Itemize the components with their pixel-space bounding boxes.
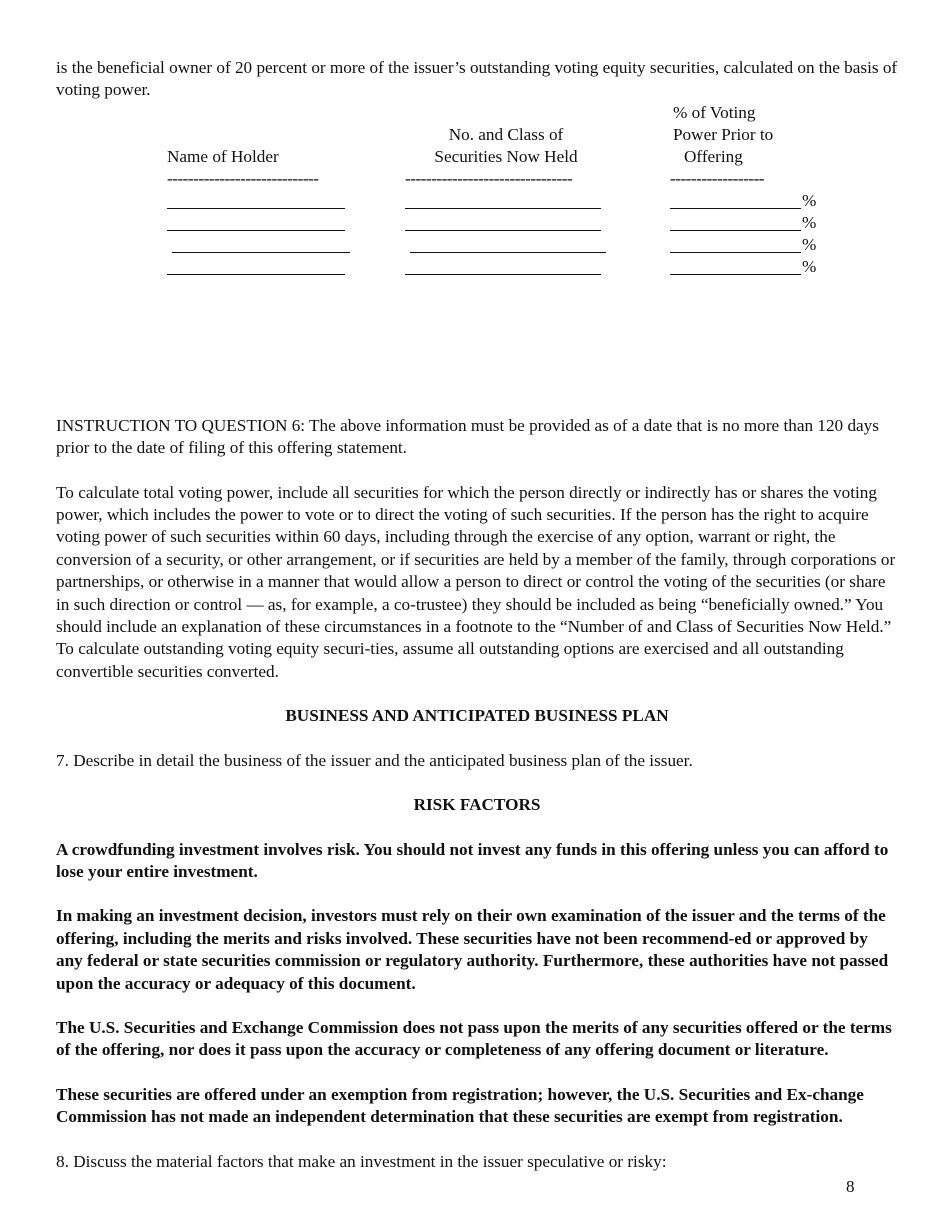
securities-held-blank [405,274,601,275]
holder-name-blank [172,252,350,253]
page-number: 8 [846,1177,855,1196]
percent-sign: % [802,212,817,232]
col3-header-line3: Offering [684,146,743,166]
risk-factors-heading: RISK FACTORS [413,795,541,815]
securities-held-blank [405,208,601,209]
document-page [56,57,898,1173]
holders-table [56,102,898,334]
securities-held-blank [410,252,606,253]
question-7: 7. Describe in detail the business of the issuer and the anticipated business plan of the issuer. [56,750,693,770]
col2-header-line2: Securities Now Held [434,146,578,166]
col1-header: Name of Holder [167,146,279,166]
percent-sign: % [802,256,817,276]
risk-paragraph-3: The U.S. Securities and Exchange Commission does not pass upon the merits of any securities offered or the terms of the offering, nor does it pass upon the accuracy or completeness of any offering document or literature. [56,1017,892,1060]
question-8: 8. Discuss the material factors that make an investment in the issuer speculative or risky: [56,1151,667,1171]
percent-sign: % [802,234,817,254]
voting-power-blank [670,230,801,231]
risk-paragraph-2: In making an investment decision, investors must rely on their own examination of the issuer and the terms of the offering, including the merits and risks involved. These securities have not been recommend-ed or approved by any federal or state securities commission or regulatory authority. Furthermore, these authorities have not passed upon the accuracy or adequacy of this document. [56,906,889,993]
risk-paragraph-4: These securities are offered under an exemption from registration; however, the U.S. Securities and Ex-change Commission has not made an independent determination that these securities are exempt from registration. [56,1084,864,1127]
voting-power-paragraph: To calculate total voting power, include all securities for which the person directly or indirectly has or shares the voting power, which includes the power to vote or to direct the voting of such securities. If the person has the right to acquire voting power of such securities within 60 days, including through the exercise of any option, warrant or right, the conversion of a security, or other arrangement, or if securities are held by a member of the family, through corporations or partnerships, or otherwise in a manner that would allow a person to direct or control the voting of the securities (or share in such direction or control — as, for example, a co-trustee) they should be included as being “beneficially owned.” You should include an explanation of these circumstances in a footnote to the “Number of and Class of Securities Now Held.” To calculate outstanding voting equity securi-ties, assume all outstanding options are exercised and all outstanding convertible securities converted. [56,482,896,681]
risk-paragraph-1: A crowdfunding investment involves risk. You should not invest any funds in this offering unless you can afford to lose your entire investment. [56,839,889,881]
securities-held-blank [405,230,601,231]
holder-name-blank [167,274,345,275]
voting-power-blank [670,252,801,253]
voting-power-blank [670,274,801,275]
intro-text: is the beneficial owner of 20 percent or more of the issuer’s outstanding voting equity securities, calculated on the basis of voting power. [56,58,898,100]
percent-sign: % [802,190,817,210]
col3-header-line1: % of Voting [673,102,756,122]
holder-name-blank [167,230,345,231]
col3-dashes: ------------------ [670,168,765,188]
voting-power-blank [670,208,801,209]
col2-header-line1: No. and Class of [448,124,564,144]
col3-header-line2: Power Prior to [673,124,774,144]
col1-dashes: ----------------------------- [167,168,319,188]
holder-name-blank [167,208,345,209]
instruction-q6: INSTRUCTION TO QUESTION 6: The above information must be provided as of a date that is no more than 120 days prior to the date of filing of this offering statement. [56,415,879,458]
col2-dashes: -------------------------------- [405,168,573,188]
business-heading: BUSINESS AND ANTICIPATED BUSINESS PLAN [285,706,669,726]
